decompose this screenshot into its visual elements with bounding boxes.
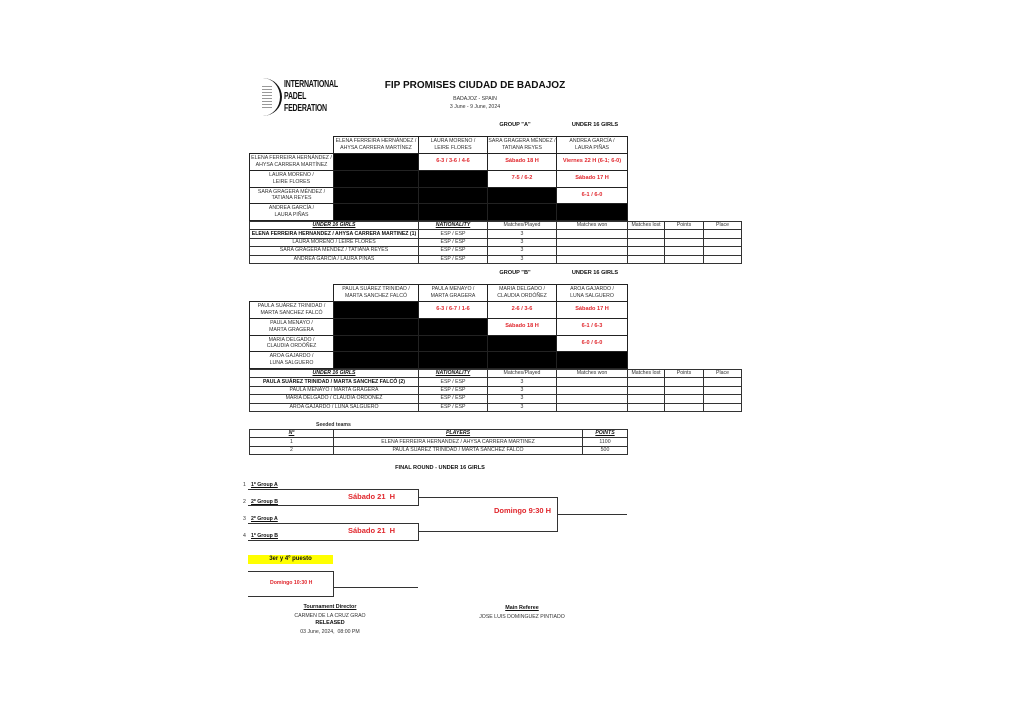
released-date: 03 June, 2024, 08:00 PM (300, 629, 360, 635)
location: BADAJOZ - SPAIN (453, 96, 497, 102)
standings-cell: PAULA SUÁREZ TRINIDAD / MARTA SANCHEZ FALCÓ (2) (250, 378, 419, 386)
standings-cell (704, 247, 742, 255)
seeded-cell: 2 (250, 446, 334, 454)
standings-cell (557, 238, 628, 246)
group-label: GROUP "B" (499, 270, 531, 276)
blacked-cell (334, 171, 419, 188)
standings-cell: ESP / ESP (419, 255, 488, 263)
standings-cell (704, 230, 742, 238)
standings-cell: ESP / ESP (419, 386, 488, 394)
team-line: PAULA SUÁREZ TRINIDAD / (342, 286, 410, 293)
fip-logo (258, 78, 358, 118)
blacked-cell (419, 171, 488, 188)
matrix-col-header (557, 285, 628, 302)
team-line: CLAUDIA ORDÓÑEZ (266, 343, 317, 350)
standings-cell: 3 (488, 378, 557, 386)
standings-cell (665, 403, 704, 411)
logo-line: FEDERATION (284, 103, 327, 114)
standings-cell (665, 386, 704, 394)
standings-cell: SARA GRAGERA MENDEZ / TATIANA REYES (250, 247, 419, 255)
team-line: MARTA GRAGERA (269, 326, 314, 333)
match-result: 6-1 / 6-3 (557, 319, 628, 336)
matrix-corner (250, 137, 334, 154)
team-line: MARIA DELGADO / (268, 336, 315, 343)
standings-cell: 3 (488, 255, 557, 263)
standings-cell: ESP / ESP (419, 238, 488, 246)
team-line: TATIANA REYES (502, 145, 542, 151)
standings-header: Place (704, 370, 742, 378)
standings-cell (628, 386, 665, 394)
slot-label: 2º Group A (251, 516, 278, 522)
matrix-col-header (488, 137, 557, 154)
standings-cell: 3 (488, 386, 557, 394)
match-result: 6-1 / 6-0 (557, 187, 628, 204)
logo-line: PADEL (284, 91, 307, 102)
standings-cell: ESP / ESP (419, 230, 488, 238)
slot-label: 2º Group B (251, 499, 278, 505)
director-title: Tournament Director (303, 604, 357, 610)
team-line: MARTA GRAGERA (430, 293, 476, 299)
blacked-cell (334, 302, 419, 319)
blacked-cell (334, 204, 419, 221)
standings-cell (704, 255, 742, 263)
released-label: RELEASED (315, 620, 345, 626)
standings-header: Place (704, 222, 742, 230)
match-result: Sábado 17 H (557, 171, 628, 188)
seeded-header: PLAYERS (334, 430, 583, 438)
team-line: AROA GAJARDO / (269, 353, 314, 359)
team-line: PAULA MENAYO / (270, 320, 313, 326)
standings-cell: 3 (488, 395, 557, 403)
team-line: MARIA DELGADO / (499, 286, 545, 293)
referee-title: Main Referee (505, 605, 539, 611)
team-line: TATIANA REYES (271, 195, 312, 202)
standings-cell (665, 255, 704, 263)
matrix-row-header (250, 171, 334, 188)
team-line: AHYSA CARRERA MARTÍNEZ (340, 145, 412, 151)
standings-cell: LAURA MORENO / LEIRE FLORES (250, 238, 419, 246)
final-round-title: FINAL ROUND - UNDER 16 GIRLS (395, 465, 485, 471)
standings-cell (628, 378, 665, 386)
slot-label: 1º Group B (251, 533, 278, 539)
seeded-cell: 1100 (583, 438, 628, 446)
standings-header: Matches/Played (488, 370, 557, 378)
match-result: 2-6 / 3-6 (488, 302, 557, 319)
team-line: LEIRE FLORES (272, 178, 311, 185)
standings-header: Matches lost (628, 370, 665, 378)
group-matrix (249, 284, 628, 369)
blacked-cell (334, 154, 419, 171)
matrix-col-header (419, 285, 488, 302)
group-matrix (249, 136, 628, 221)
standings-cell (704, 395, 742, 403)
team-line: LEIRE FLORES (434, 145, 472, 151)
dates: 3 June - 9 June, 2024 (449, 104, 501, 110)
standings-cell: ESP / ESP (419, 247, 488, 255)
blacked-cell (488, 335, 557, 352)
standings-header: Matches won (557, 222, 628, 230)
seeded-cell: 500 (583, 446, 628, 454)
standings-cell: ESP / ESP (419, 395, 488, 403)
standings-cell: ELENA FERREIRA HERNANDEZ / AHYSA CARRERA MARTINEZ (1) (250, 230, 419, 238)
standings-cell (557, 247, 628, 255)
slot-label: 1º Group A (251, 482, 278, 488)
blacked-cell (419, 187, 488, 204)
team-line: SARA GRAGERA MÉNDEZ / (488, 138, 556, 145)
matrix-row-header (250, 154, 334, 171)
page-title: FIP PROMISES CIUDAD DE BADAJOZ (384, 80, 566, 91)
standings-header: Matches/Played (488, 222, 557, 230)
blacked-cell (488, 204, 557, 221)
team-line: MARTA SANCHEZ FALCÓ (260, 310, 323, 316)
standings-cell: 3 (488, 230, 557, 238)
group-category: UNDER 16 GIRLS (571, 122, 619, 128)
team-line: SARA GRAGERA MÉNDEZ / (257, 188, 326, 195)
match-result: Sábado 17 H (557, 302, 628, 319)
team-line: LUNA SALGUERO (570, 293, 614, 299)
logo-line: INTERNATIONAL (284, 79, 338, 90)
standings-cell: AROA GAJARDO / LUNA SALGUERO (250, 403, 419, 411)
standings-cell (704, 238, 742, 246)
standings-header: NATIONALITY (419, 370, 488, 378)
matrix-row-header (250, 352, 334, 369)
standings-cell: MARIA DELGADO / CLAUDIA ORDOÑEZ (250, 395, 419, 403)
seeded-cell: PAULA SUÁREZ TRINIDAD / MARTA SANCHEZ FALCÓ (334, 446, 583, 454)
match-result: Viernes 22 H (6-1; 6-0) (557, 154, 628, 171)
standings-header: Matches won (557, 370, 628, 378)
matrix-corner (250, 285, 334, 302)
blacked-cell (557, 352, 628, 369)
director-name: CARMEN DE LA CRUZ GRAO (294, 613, 366, 619)
semifinal-2-time: Sábado 21 H (348, 526, 396, 535)
match-result: 6-3 / 3-6 / 4-6 (419, 154, 488, 171)
group-label: GROUP "A" (499, 122, 531, 128)
standings-header: UNDER 16 GIRLS (250, 222, 419, 230)
team-line: ANDREA GARCÍA / (268, 205, 315, 211)
matrix-col-header (334, 137, 419, 154)
standings-cell: ESP / ESP (419, 378, 488, 386)
blacked-cell (419, 319, 488, 336)
seeded-label: Seeded teams (316, 422, 351, 428)
team-line: PAULA SUÁREZ TRINIDAD / (257, 303, 326, 310)
match-result: Sábado 18 H (488, 154, 557, 171)
seeded-cell: ELENA FERREIRA HERNANDEZ / AHYSA CARRERA MARTINEZ (334, 438, 583, 446)
matrix-col-header (557, 137, 628, 154)
blacked-cell (419, 335, 488, 352)
standings-cell (628, 403, 665, 411)
matrix-row-header (250, 204, 334, 221)
blacked-cell (419, 204, 488, 221)
standings-cell (557, 378, 628, 386)
blacked-cell (419, 352, 488, 369)
matrix-row-header (250, 319, 334, 336)
standings-header: Points (665, 222, 704, 230)
matrix-row-header (250, 187, 334, 204)
team-line: CLAUDIA ORDÓÑEZ (497, 293, 547, 299)
seeded-header: POINTS (583, 430, 628, 438)
blacked-cell (488, 352, 557, 369)
third-place-label: 3er y 4º puesto (248, 555, 333, 564)
blacked-cell (334, 335, 419, 352)
blacked-cell (334, 352, 419, 369)
standings-cell (628, 255, 665, 263)
standings-cell (665, 378, 704, 386)
team-line: MARTA SANCHEZ FALCÓ (344, 293, 408, 299)
matrix-col-header (488, 285, 557, 302)
standings-cell (704, 378, 742, 386)
standings-cell (628, 395, 665, 403)
matrix-row-header (250, 335, 334, 352)
standings-cell (665, 395, 704, 403)
slot-number: 1 (243, 482, 246, 488)
standings-cell (557, 395, 628, 403)
team-line: LAURA PIÑAS (274, 211, 309, 218)
standings-cell: 3 (488, 238, 557, 246)
team-line: ELENA FERREIRA HERNÁNDEZ / (335, 138, 417, 145)
matrix-col-header (334, 285, 419, 302)
match-result: 6-0 / 6-0 (557, 335, 628, 352)
seeded-table (249, 429, 628, 455)
standings-table (249, 369, 742, 412)
seeded-cell: 1 (250, 438, 334, 446)
standings-cell (557, 403, 628, 411)
team-line: LAURA MORENO / (269, 172, 314, 178)
standings-header: UNDER 16 GIRLS (250, 370, 419, 378)
team-line: LAURA MORENO / (430, 138, 476, 145)
slot-number: 3 (243, 516, 246, 522)
standings-cell (628, 230, 665, 238)
standings-cell: 3 (488, 247, 557, 255)
standings-header: Matches lost (628, 222, 665, 230)
final-time: Domingo 9:30 H (494, 506, 552, 515)
blacked-cell (334, 319, 419, 336)
team-line: LUNA SALGUERO (269, 359, 314, 366)
standings-cell (665, 238, 704, 246)
slot-number: 4 (243, 533, 246, 539)
standings-cell (628, 247, 665, 255)
matrix-col-header (419, 137, 488, 154)
match-result: 7-5 / 6-2 (488, 171, 557, 188)
standings-cell (665, 247, 704, 255)
team-line: ANDREA GARCÍA / (569, 138, 615, 145)
team-line: PAULA MENAYO / (431, 286, 475, 293)
standings-cell (704, 386, 742, 394)
blacked-cell (557, 204, 628, 221)
standings-cell: ESP / ESP (419, 403, 488, 411)
standings-cell (557, 255, 628, 263)
standings-cell (665, 230, 704, 238)
standings-cell (704, 403, 742, 411)
blacked-cell (334, 187, 419, 204)
third-place-time: Domingo 10:30 H (270, 580, 313, 586)
team-line: AROA GAJARDO / (570, 286, 614, 293)
group-category: UNDER 16 GIRLS (571, 270, 619, 276)
matrix-row-header (250, 302, 334, 319)
match-result: 6-3 / 6-7 / 1-6 (419, 302, 488, 319)
team-line: ELENA FERREIRA HERNÁNDEZ / (251, 155, 332, 162)
standings-header: Points (665, 370, 704, 378)
standings-cell (557, 386, 628, 394)
semifinal-1-time: Sábado 21 H (348, 492, 396, 501)
standings-cell (628, 238, 665, 246)
slot-number: 2 (243, 499, 246, 505)
standings-cell: ANDREA GARCIA / LAURA PIÑAS (250, 255, 419, 263)
standings-cell (557, 230, 628, 238)
standings-cell: PAULA MENAYO / MARTA GRAGERA (250, 386, 419, 394)
seeded-header: Nº (250, 430, 334, 438)
referee-name: JOSE LUIS DOMINGUEZ PINTIADO (479, 614, 565, 620)
standings-cell: 3 (488, 403, 557, 411)
standings-table (249, 221, 742, 264)
standings-header: NATIONALITY (419, 222, 488, 230)
team-line: LAURA PIÑAS (574, 145, 610, 151)
blacked-cell (488, 187, 557, 204)
team-line: AHYSA CARRERA MARTÍNEZ (255, 162, 328, 168)
match-result: Sábado 18 H (488, 319, 557, 336)
